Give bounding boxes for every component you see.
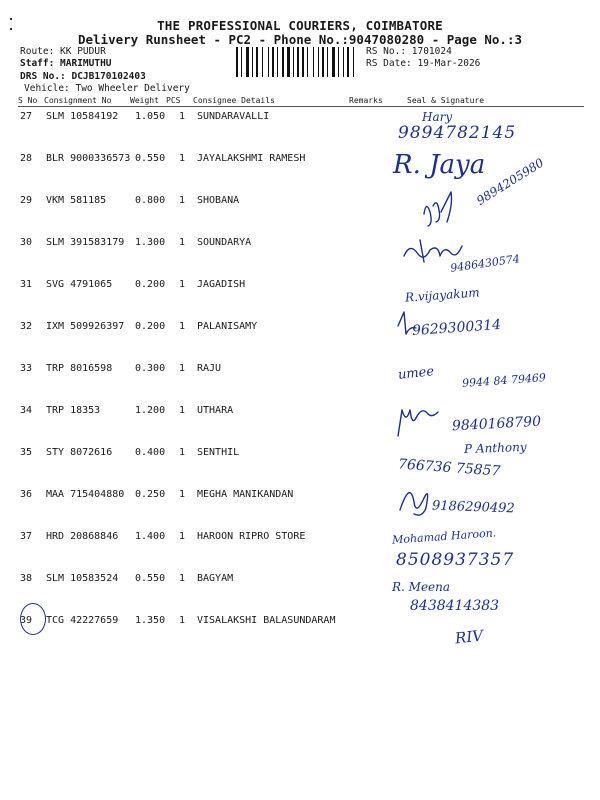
row-consignee: JAYALAKSHMI RAMESH — [197, 153, 306, 164]
row-consignment: VKM 581185 — [46, 195, 107, 206]
row-consignee: PALANISAMY — [197, 321, 258, 332]
row-weight: 0.400 — [135, 447, 166, 458]
phone-handwritten: 9186290492 — [431, 498, 515, 517]
rs-date: RS Date: 19-Mar-2026 — [366, 58, 481, 69]
row-pcs: 1 — [179, 363, 186, 374]
route-text: Route: KK PUDUR — [20, 46, 106, 57]
row-weight: 0.200 — [135, 321, 166, 332]
row-consignment: BLR 9000336573 — [46, 153, 131, 164]
row-sno: 32 — [20, 321, 33, 332]
row-sno: 38 — [20, 573, 33, 584]
col-consignee: Consignee Details — [193, 96, 275, 105]
row-consignment: SVG 4791065 — [46, 279, 113, 290]
row-consignee: MEGHA MANIKANDAN — [197, 489, 294, 500]
row-pcs: 1 — [179, 111, 186, 122]
row-pcs: 1 — [179, 279, 186, 290]
row-sno: 35 — [20, 447, 33, 458]
signature-stroke-29 — [424, 192, 452, 226]
row-weight: 0.550 — [135, 573, 166, 584]
phone-handwritten: 9629300314 — [411, 316, 502, 340]
row-weight: 1.050 — [135, 111, 166, 122]
row-consignment: TRP 8016598 — [46, 363, 113, 374]
row-pcs: 1 — [179, 195, 186, 206]
row-weight: 1.350 — [135, 615, 166, 626]
phone-handwritten: 8508937357 — [396, 550, 515, 570]
signature-vijayakumar: R.vijayakum — [404, 285, 481, 305]
col-seal: Seal & Signature — [407, 96, 485, 105]
signature-stroke-36 — [400, 493, 428, 515]
row-consignee: BAGYAM — [197, 573, 234, 584]
signature-anthony: P Anthony — [463, 439, 527, 457]
phone-handwritten: 9840168790 — [451, 413, 542, 435]
signature-hary: Hary — [422, 110, 453, 124]
col-pcs: PCS — [166, 96, 181, 105]
row-sno: 36 — [20, 489, 33, 500]
signature-meena: R. Meena — [392, 580, 451, 594]
row-pcs: 1 — [179, 531, 186, 542]
row-consignment: SLM 391583179 — [46, 237, 125, 248]
row-consignee: HAROON RIPRO STORE — [197, 531, 306, 542]
row-sno: 37 — [20, 531, 33, 542]
signature-stroke-34 — [398, 410, 438, 436]
row-consignment: MAA 715404880 — [46, 489, 125, 500]
row-pcs: 1 — [179, 237, 186, 248]
row-pcs: 1 — [179, 321, 186, 332]
row-weight: 0.800 — [135, 195, 166, 206]
row-consignee: VISALAKSHI BALASUNDARAM — [197, 615, 336, 626]
row-weight: 0.200 — [135, 279, 166, 290]
row-consignment: IXM 509926397 — [46, 321, 125, 332]
row-consignee: SHOBANA — [197, 195, 240, 206]
signature-mohamad-haroon: Mohamad Haroon. — [391, 526, 497, 547]
row-consignment: STY 8072616 — [46, 447, 113, 458]
row-pcs: 1 — [179, 573, 186, 584]
row-consignee: SENTHIL — [197, 447, 240, 458]
signature-riv: RIV — [454, 626, 484, 648]
row-weight: 0.300 — [135, 363, 166, 374]
col-consignment: Consignment No — [44, 96, 112, 105]
row-sno: 28 — [20, 153, 33, 164]
phone-handwritten: 766736 75857 — [397, 456, 501, 480]
signature-stroke-32 — [398, 312, 416, 334]
row-sno: 34 — [20, 405, 33, 416]
row-consignment: HRD 20868846 — [46, 531, 119, 542]
scan-speck — [10, 28, 12, 30]
phone-handwritten: 9486430574 — [449, 252, 521, 275]
row-weight: 0.250 — [135, 489, 166, 500]
row-consignment: TCG 42227659 — [46, 615, 119, 626]
col-sno: S No — [18, 96, 38, 105]
row-sno: 30 — [20, 237, 33, 248]
phone-handwritten: 9894782145 — [398, 123, 517, 143]
staff-text: Staff: MARIMUTHU — [20, 58, 112, 69]
signature-stroke-30 — [404, 240, 462, 262]
row-weight: 1.200 — [135, 405, 166, 416]
row-sno: 31 — [20, 279, 33, 290]
signature-umee: umee — [397, 364, 435, 383]
row-pcs: 1 — [179, 615, 186, 626]
row-consignee: RAJU — [197, 363, 222, 374]
row-consignee: SUNDARAVALLI — [197, 111, 270, 122]
phone-handwritten: 9944 84 79469 — [461, 371, 547, 390]
row-pcs: 1 — [179, 153, 186, 164]
company-title: THE PROFESSIONAL COURIERS, COIMBATORE — [157, 18, 443, 33]
row-pcs: 1 — [179, 405, 186, 416]
drs-number: DRS No.: DCJB170102403 — [20, 71, 146, 82]
row-sno: 29 — [20, 195, 33, 206]
row-sno: 33 — [20, 363, 33, 374]
row-consignee: UTHARA — [197, 405, 234, 416]
row-sno: 27 — [20, 111, 33, 122]
scan-speck — [10, 18, 12, 20]
row-weight: 0.550 — [135, 153, 166, 164]
row-sno: 39 — [20, 615, 33, 626]
col-weight: Weight — [130, 96, 159, 105]
row-consignment: SLM 10583524 — [46, 573, 119, 584]
rs-number: RS No.: 1701024 — [366, 46, 452, 57]
phone-handwritten: 8438414383 — [410, 598, 500, 614]
row-weight: 1.300 — [135, 237, 166, 248]
row-consignee: SOUNDARYA — [197, 237, 252, 248]
row-consignment: SLM 10584192 — [46, 111, 119, 122]
vehicle-text: Vehicle: Two Wheeler Delivery — [24, 83, 190, 94]
phone-handwritten: 9894205980 — [474, 155, 547, 208]
row-pcs: 1 — [179, 489, 186, 500]
row-consignment: TRP 18353 — [46, 405, 101, 416]
signature-jaya: R. Jaya — [393, 150, 486, 180]
col-remarks: Remarks — [349, 96, 383, 105]
row-pcs: 1 — [179, 447, 186, 458]
row-consignee: JAGADISH — [197, 279, 246, 290]
runsheet-title: Delivery Runsheet - PC2 - Phone No.:9047080280 - Page No.:3 — [77, 32, 522, 47]
row-weight: 1.400 — [135, 531, 166, 542]
